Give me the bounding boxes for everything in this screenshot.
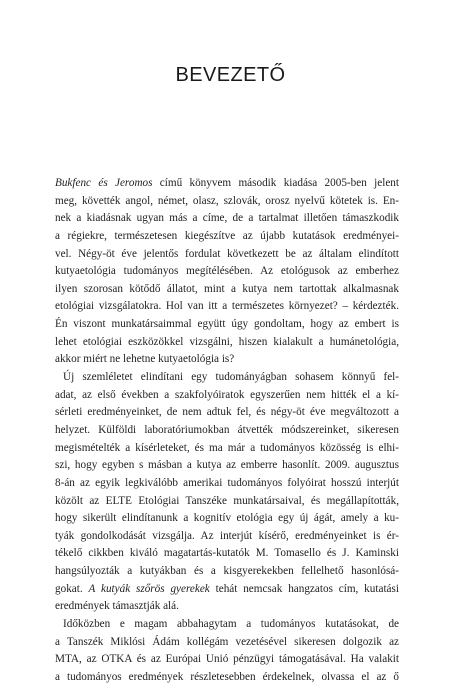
text-segment: akkor miért ne lehetne kutyaetológia is? (55, 353, 235, 366)
text-segment: a régiekre, természetesen kiegészítve az újabb kutatások eredményei- (55, 229, 399, 242)
text-line (55, 616, 399, 634)
text-line (55, 493, 399, 511)
text-line (55, 263, 399, 281)
text-line (55, 634, 399, 652)
text-segment: című könyvem második kiadása 2005-ben jelent (152, 177, 399, 189)
text-line (55, 545, 399, 563)
text-line (55, 281, 399, 299)
text-line (55, 581, 399, 599)
text-segment: eredmények támasztják alá. (55, 600, 179, 613)
text-segment: kutyaetológia tudományos megítélésében. Az etológusok az emberhez (55, 265, 399, 278)
page-title: BEVEZETŐ (175, 64, 286, 86)
text-segment: 8-án az egyik legkiválóbb amerikai tudományos folyóirat hosszú interjút (55, 476, 399, 489)
text-line (55, 316, 399, 334)
text-line (55, 563, 399, 581)
text-line (55, 651, 399, 669)
italic-text: A kutyák szőrös gyerekek (88, 582, 210, 595)
text-line (55, 440, 399, 458)
text-segment: tehát nemcsak hangzatos cím, kutatási (209, 582, 399, 595)
italic-text: Bukfenc és Jeromos (55, 177, 153, 189)
body-text (55, 175, 399, 687)
text-segment: szi, hogy egyben s másban a kutya az emberre hasonlít. 2009. augusztus (55, 459, 399, 472)
text-segment: tyák gondolkodását vizsgálja. Az interjút kísérő, eredményeinket is ér- (55, 529, 399, 542)
text-segment: Én viszont munkatársaimmal együtt úgy gondoltam, hogy az embert is (55, 318, 399, 331)
text-segment: vel. Négy-öt éve jelentős fordulat következett be az általam elindított (55, 247, 399, 260)
text-line (55, 457, 399, 475)
text-line (55, 369, 399, 387)
text-segment: Időközben e magam abbahagytam a tudományos kutatásokat, de (63, 618, 399, 631)
text-segment: lehet etológiai eszközökkel vizsgálni, hiszen kialakult a humánetológia, (55, 335, 399, 348)
text-segment: gokat. (55, 582, 89, 595)
text-line (55, 669, 399, 687)
text-line (55, 510, 399, 528)
text-segment: ilyen szorosan kötődő állatot, mint a kutya nem tartottak alkalmasnak (55, 282, 399, 295)
text-segment: etológiai vizsgálatokra. Hol van itt a természetes környezet? – kérdezték. (55, 300, 399, 313)
text-line (55, 228, 399, 246)
text-segment: meg, követték angol, német, olasz, szlovák, orosz nyelvű kötetek is. En- (55, 194, 399, 207)
text-segment: helyzet. Külföldi laboratóriumokban átvették módszereinket, sikeresen (55, 423, 399, 436)
text-line (55, 175, 399, 193)
text-line (55, 598, 399, 616)
text-segment: hangsúlyozták a kutyákban és a kisgyerekekben fellelhető hasonlósá- (55, 565, 399, 578)
text-line (55, 298, 399, 316)
text-segment: a tudományos eredmények részletesebben érdekelnek, olvassa el az ő (55, 670, 399, 683)
text-segment: tékelő cikkben kiváló magatartás-kutatók M. Tomasello és J. Kaminski (55, 547, 399, 560)
text-segment: nek a kiadásnak ugyan más a címe, de a tartalmat illetően támaszkodik (55, 212, 399, 225)
text-segment: megismételték a kísérleteket, és ma már a tudományos közösség is elhi- (55, 441, 399, 454)
text-segment: MTA, az OTKA és az Európai Unió pénzügyi támogatásával. Ha valakit (55, 653, 399, 666)
text-line (55, 193, 399, 211)
text-segment: adat, az első években a szakfolyóiratok egyszerűen nem hitték el a kí- (55, 388, 399, 401)
text-line (55, 475, 399, 493)
text-segment: Új szemléletet elindítani egy tudományágban sohasem könnyű fel- (63, 371, 399, 384)
text-segment: a Tanszék Miklósi Ádám kollégám vezetésével sikeresen dolgozik az (55, 635, 399, 648)
text-line (55, 528, 399, 546)
text-line (55, 246, 399, 264)
text-segment: sérleti eredményeinket, de nem adtuk fel, és négy-öt éve megváltozott a (55, 406, 399, 419)
text-line (55, 422, 399, 440)
text-line (55, 351, 399, 369)
text-line (55, 404, 399, 422)
text-line (55, 334, 399, 352)
text-segment: közölt az ELTE Etológiai Tanszéke munkatársaival, és megállapították, (55, 494, 399, 507)
text-line (55, 387, 399, 405)
text-line (55, 210, 399, 228)
text-segment: hogy sikerült elindítanunk a kognitív etológia egy új ágát, amely a ku- (55, 512, 399, 525)
